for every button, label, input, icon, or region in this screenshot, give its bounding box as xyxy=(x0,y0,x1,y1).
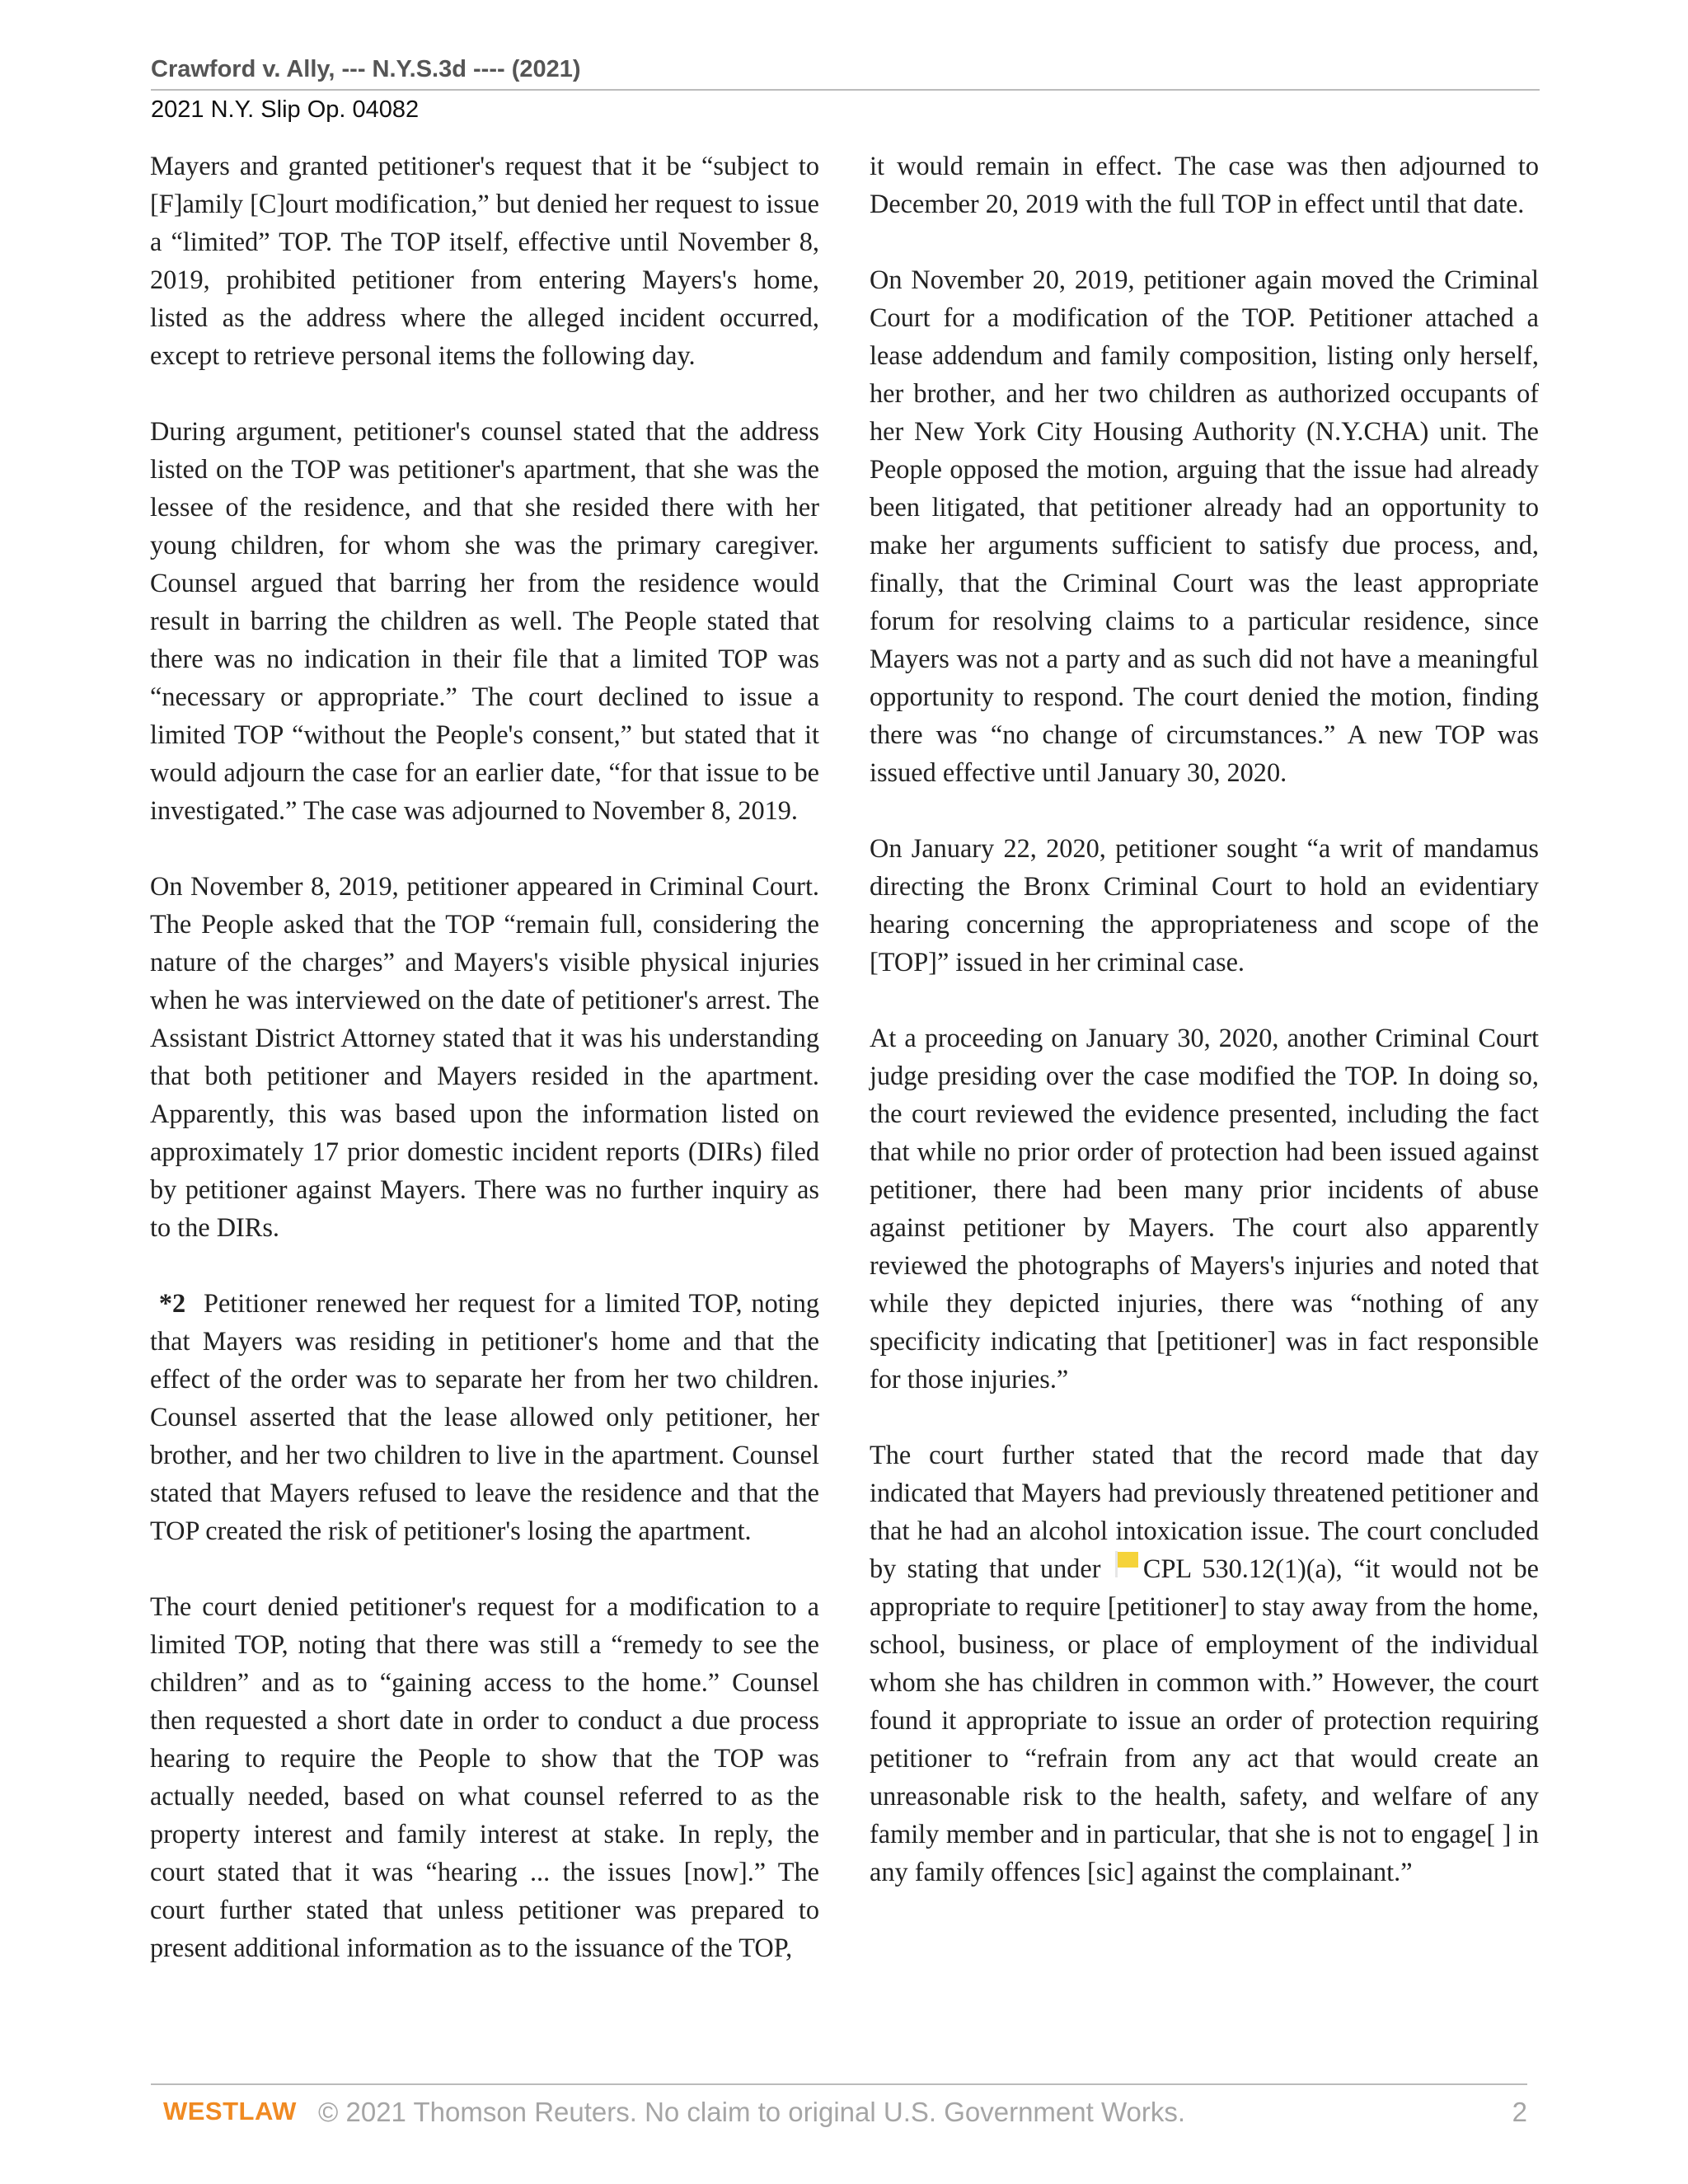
paragraph-text: , “it would not be appropriate to require [petitioner] to stay away from the home, school, business, or place of employment of the individual whom she has children in common with.” However, the court found it appropriate to issue an order of protection requiring petitioner to “refrain from any act that would create an unreasonable risk to the health, safety, and welfare of any family member and in particular, that she is not to engage[ ] in any family offences [sic] against the complainant.” xyxy=(870,1554,1539,1886)
paragraph: At a proceeding on January 30, 2020, another Criminal Court judge presiding over the case modified the TOP. In doing so, the court reviewed the evidence presented, including the fact that while no prior order of protection had been issued against petitioner, there had been many prior incidents of abuse against petitioner by Mayers. The court also apparently reviewed the photographs of Mayers's injuries and noted that while they depicted injuries, there was “nothing of any specificity indicating that [petitioner] was in fact responsible for those injuries.” xyxy=(870,1023,1539,1394)
paragraph-text: Petitioner renewed her request for a limited TOP, noting that Mayers was residing in petitioner's home and that the effect of the order was to separate her from her two children. Counsel asserted that the lease allowed only petitioner, her brother, and her two children to live in the apartment. Counsel stated that Mayers refused to leave the residence and that the TOP created the risk of petitioner's losing the apartment. xyxy=(150,1288,819,1545)
page-footer xyxy=(151,2083,1527,2135)
yellow-flag-icon[interactable] xyxy=(1112,1549,1142,1579)
copyright-notice: © 2021 Thomson Reuters. No claim to original U.S. Government Works. xyxy=(318,2097,1186,2127)
paragraph-text: The court further stated that the record made that day indicated that Mayers had previously threatened petitioner and that he had an alcohol intoxication issue. The court concluded by stating that under xyxy=(870,1440,1539,1583)
right-column xyxy=(870,147,1539,1929)
paragraph xyxy=(150,1284,819,1549)
statute-link[interactable]: CPL 530.12(1)(a) xyxy=(1142,1554,1336,1583)
paragraph xyxy=(870,1436,1539,1891)
paragraph: During argument, petitioner's counsel stated that the address listed on the TOP was petitioner's apartment, that she was the lessee of the residence, and that she resided there with her young children, for whom she was the primary caregiver. Counsel argued that barring her from the residence would result in barring the children as well. The People stated that there was no indication in their file that a limited TOP was “necessary or appropriate.” The court declined to issue a limited TOP “without the People's consent,” but stated that it would adjourn the case for an earlier date, “for that issue to be investigated.” The case was adjourned to November 8, 2019. xyxy=(150,416,819,825)
paragraph: On January 22, 2020, petitioner sought “a writ of mandamus directing the Bronx Criminal Court to hold an evidentiary hearing concerning the appropriateness and scope of the [TOP]” issued in her criminal case. xyxy=(870,833,1539,977)
paragraph: The court denied petitioner's request for a modification to a limited TOP, noting that there was still a “remedy to see the children” and as to “gaining access to the home.” Counsel then requested a short date in order to conduct a due process hearing to require the People to show that the TOP was actually needed, based on what counsel referred to as the property interest and family interest at stake. In reply, the court stated that it was “hearing ... the issues [now].” The court further stated that unless petitioner was prepared to present additional information as to the issuance of the TOP, xyxy=(150,1591,819,1962)
star-page-marker: *2 xyxy=(158,1288,186,1318)
slip-op-citation: 2021 N.Y. Slip Op. 04082 xyxy=(151,96,420,123)
left-column xyxy=(150,147,819,2004)
paragraph: Mayers and granted petitioner's request that it be “subject to [F]amily [C]ourt modification,” but denied her request to issue a “limited” TOP. The TOP itself, effective until November 8, 2019, prohibited petitioner from entering Mayers's home, listed as the address where the alleged incident occurred, except to retrieve personal items the following day. xyxy=(150,151,819,370)
paragraph: On November 20, 2019, petitioner again moved the Criminal Court for a modification of the TOP. Petitioner attached a lease addendum and family composition, listing only herself, her brother, and her two children as authorized occupants of her New York City Housing Authority (N.Y.CHA) unit. The People opposed the motion, arguing that the issue had already been litigated, that petitioner already had an opportunity to make her arguments sufficient to satisfy due process, and, finally, that the Criminal Court was the least appropriate forum for resolving claims to a particular residence, since Mayers was not a party and as such did not have a meaningful opportunity to respond. The court denied the motion, finding there was “no change of circumstances.” A new TOP was issued effective until January 30, 2020. xyxy=(870,265,1539,787)
case-title: Crawford v. Ally, --- N.Y.S.3d ---- (2021) xyxy=(151,49,1540,91)
paragraph: On November 8, 2019, petitioner appeared in Criminal Court. The People asked that the TOP “remain full, considering the nature of the charges” and Mayers's visible physical injuries when he was interviewed on the date of petitioner's arrest. The Assistant District Attorney stated that it was his understanding that both petitioner and Mayers resided in the apartment. Apparently, this was based upon the information listed on approximately 17 prior domestic incident reports (DIRs) filed by petitioner against Mayers. There was no further inquiry as to the DIRs. xyxy=(150,871,819,1242)
document-header xyxy=(151,49,1540,125)
page-number: 2 xyxy=(1512,2097,1527,2127)
paragraph: it would remain in effect. The case was then adjourned to December 20, 2019 with the full TOP in effect until that date. xyxy=(870,151,1539,218)
westlaw-logo: WESTLAW xyxy=(163,2097,297,2125)
